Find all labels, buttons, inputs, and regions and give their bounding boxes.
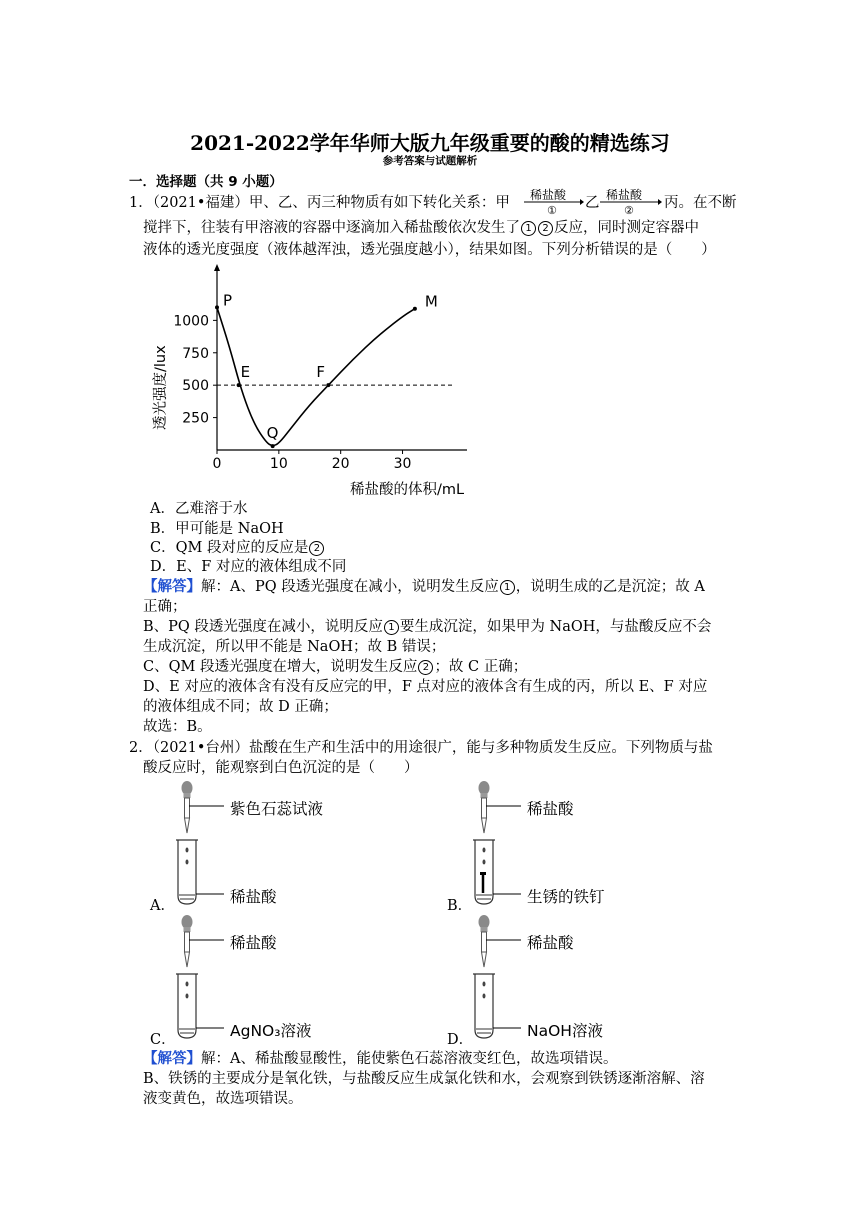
q1-line1-pre: 1．（2021•福建）甲、乙、丙三种物质有如下转化关系：甲 (129, 195, 510, 211)
answer-text: 解：A、PQ 段透光强度在减小，说明发生反应 (201, 579, 499, 595)
circled-2: 2 (309, 541, 324, 556)
q1-answer-line6: D、E 对应的液体含有没有反应完的甲，F 点对应的液体含有生成的丙，所以 E、F 对应 (143, 679, 708, 695)
q2-answer-line2: B、铁锈的主要成分是氧化铁，与盐酸反应生成氯化铁和水，会观察到铁锈逐渐溶解、溶 (143, 1071, 705, 1087)
answer-tag: 【解答】 (143, 578, 201, 595)
answer-text: ，说明生成的乙是沉淀；故 A (515, 579, 705, 595)
dropper-and-test-tube-icon (174, 912, 224, 1047)
answer-tag: 【解答】 (143, 1050, 201, 1067)
x-tick-label: 0 (212, 456, 222, 472)
section-heading: 一．选择题（共 9 小题） (129, 174, 283, 190)
answer-text: ；故 C 正确； (434, 659, 528, 675)
q1-line1-post: 丙。在不断 (664, 195, 737, 211)
answer-text: B、PQ 段透光强度在减小，说明反应 (143, 619, 383, 635)
q1-line2-b: 反应，同时测定容器中 (554, 220, 699, 236)
circled-1: 1 (521, 221, 536, 236)
q1-option-a: A．乙难溶于水 (150, 501, 248, 517)
q1-answer-line7: 的液体组成不同；故 D 正确； (143, 699, 338, 715)
q2-option-d (447, 912, 747, 1047)
document-title: 2021-2022学年华师大版九年级重要的酸的精选练习 (190, 131, 670, 155)
x-axis-label: 稀盐酸的体积/mL (350, 482, 465, 498)
test-tube-label: AgNO₃溶液 (230, 1022, 312, 1040)
q2-option-c (150, 912, 450, 1047)
point-label-m: M (424, 292, 438, 311)
circled-2: 2 (418, 660, 433, 675)
point-label-e: E (240, 363, 251, 382)
q2-line1: 2．（2021•台州）盐酸在生产和生活中的用途很广，能与多种物质发生反应。下列物质与盐 (129, 740, 713, 756)
x-tick-label: 30 (393, 456, 412, 472)
q1-mid-label: 乙 (585, 195, 600, 211)
y-axis-arrow-icon (214, 264, 220, 271)
q2-option-b (447, 778, 747, 913)
dropper-and-test-tube-icon (471, 778, 521, 913)
point-p (215, 305, 219, 309)
q1-answer-line2: 正确； (143, 599, 187, 615)
arrow-1-bottom-label: ① (547, 204, 557, 217)
point-f (326, 383, 330, 387)
point-label-q: Q (266, 424, 279, 443)
q1-answer-line1 (143, 580, 705, 595)
point-m (413, 307, 417, 311)
y-axis-label: 透光强度/lux (153, 345, 169, 430)
arrow-2-bottom-label: ② (624, 204, 634, 217)
y-tick-label: 750 (182, 345, 209, 362)
point-q (271, 444, 275, 448)
transmittance-chart (145, 262, 485, 502)
dropper-label: 紫色石蕊试液 (230, 800, 324, 818)
arrow-1-top-label: 稀盐酸 (530, 188, 567, 202)
q1-option-b: B．甲可能是 NaOH (150, 521, 284, 537)
q1-answer-line8: 故选：B。 (143, 719, 212, 735)
answer-text: 要生成沉淀，如果甲为 NaOH，与盐酸反应不会 (399, 619, 712, 635)
dropper-label: 稀盐酸 (230, 934, 277, 952)
document-subtitle: 参考答案与试题解析 (382, 155, 478, 167)
answer-text: 解：A、稀盐酸显酸性，能使紫色石蕊溶液变红色，故选项错误。 (201, 1051, 618, 1067)
q2-line2: 酸反应时，能观察到白色沉淀的是（ ） (143, 760, 419, 776)
q1-answer-line4: 生成沉淀，所以甲不能是 NaOH；故 B 错误； (143, 639, 446, 655)
circled-2: 2 (538, 221, 553, 236)
point-e (237, 383, 241, 387)
reaction-arrow-1 (524, 186, 584, 220)
test-tube-label: 生锈的铁钉 (527, 888, 605, 906)
circled-1: 1 (500, 580, 515, 595)
option-letter: A． (150, 898, 175, 914)
option-letter: D． (447, 1032, 474, 1048)
q1-answer-line3 (143, 620, 711, 635)
y-tick-label: 1000 (173, 313, 209, 330)
dropper-label: 稀盐酸 (527, 800, 574, 818)
q1-option-c (150, 541, 325, 556)
y-tick-label: 500 (182, 378, 209, 395)
x-tick-label: 20 (331, 456, 350, 472)
q2-option-a (150, 778, 450, 913)
test-tube-label: NaOH溶液 (527, 1022, 603, 1040)
q2-answer-line1 (143, 1052, 617, 1067)
reaction-arrow-2 (600, 186, 662, 220)
q1-line2 (143, 221, 699, 236)
q1-option-d: D．E、F 对应的液体组成不同 (150, 559, 347, 575)
q1-answer-line5 (143, 660, 527, 675)
option-letter: B． (447, 898, 473, 914)
dropper-and-test-tube-icon (174, 778, 224, 913)
arrow-2-top-label: 稀盐酸 (606, 188, 643, 202)
q1-line2-a: 搅拌下，往装有甲溶液的容器中逐滴加入稀盐酸依次发生了 (143, 220, 520, 236)
circled-1: 1 (384, 620, 399, 635)
x-tick-label: 10 (269, 456, 288, 472)
point-label-p: P (223, 291, 233, 310)
q2-answer-line3: 液变黄色，故选项错误。 (143, 1091, 303, 1107)
q1-option-c-text: C．QM 段对应的反应是 (150, 540, 309, 556)
y-tick-label: 250 (182, 410, 209, 427)
option-letter: C． (150, 1032, 176, 1048)
answer-text: C、QM 段透光强度在增大，说明发生反应 (143, 659, 418, 675)
dropper-and-test-tube-icon (471, 912, 521, 1047)
test-tube-label: 稀盐酸 (230, 888, 277, 906)
dropper-label: 稀盐酸 (527, 934, 574, 952)
q1-line3: 液体的透光度强度（液体越浑浊，透光强度越小），结果如图。下列分析错误的是（ ） (143, 242, 716, 258)
point-label-f: F (316, 363, 325, 382)
